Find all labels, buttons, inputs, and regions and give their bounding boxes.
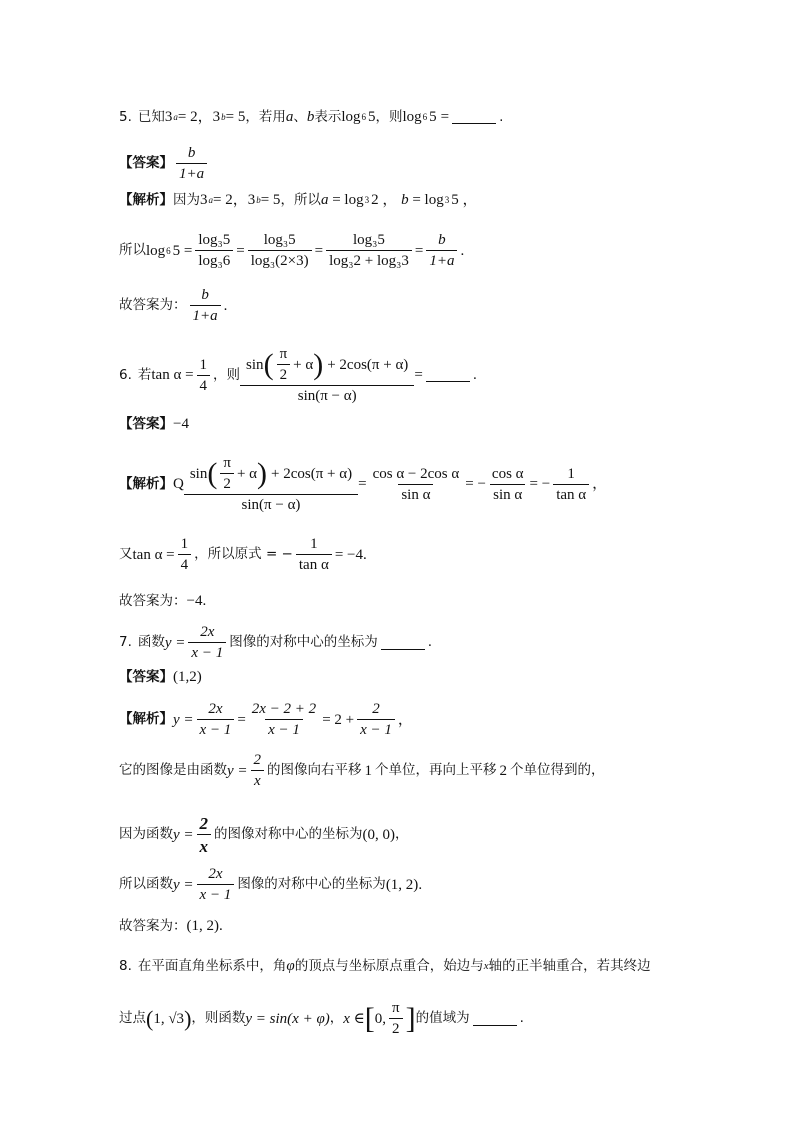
q5-exp-b: b xyxy=(221,112,226,122)
q6-then: ，则 xyxy=(213,366,241,383)
a5-answer-line xyxy=(119,146,210,182)
q5-base3b: 3 xyxy=(212,109,221,125)
a6-frac4: $\frac{1}{\text{tan α}}$ xyxy=(553,467,589,503)
a7-analysis-line1: 【解析】 y = $\frac{2x}{x - 1}$ = $\frac{2x - 2 + 2}{x - 1}$ = 2 + $\frac{2}{x - 1}$ ， xyxy=(119,701,413,738)
a7-l2-y: y = xyxy=(227,762,248,779)
q8-l2a: 过点 xyxy=(119,1010,146,1027)
q5-eq: = xyxy=(440,109,450,125)
a7-l4-b: 图像的对称中心的坐标为 xyxy=(237,876,386,893)
q5-mid: ，若用 xyxy=(245,108,286,125)
q5-base6-2: 6 xyxy=(422,112,428,122)
a7-l2-b: 的图像向右平移 xyxy=(267,762,362,779)
analysis-label-7: 【解析】 xyxy=(119,711,173,728)
q5-line xyxy=(119,110,503,125)
a5-analysis-line2: 所以 log 6 5 = $\frac{\text{log₃5}}{\text{log₃6}}$ = $\frac{\text{log₃5}}{\text{log₃(2×3)}}$ = $\frac{\text{log₃5}}{\text{log₃2 + log₃3}}$ = $\frac{b}{1+a}$ . xyxy=(119,232,465,269)
a7-frac2: $\frac{2x - 2 + 2}{x - 1}$ xyxy=(251,701,317,738)
answer-label: 【答案】 xyxy=(119,155,173,172)
q5-five-2: 5 xyxy=(429,109,437,125)
q6-tan: tan α = xyxy=(151,367,194,383)
q5-then: ，则 xyxy=(375,108,403,125)
a7-l4-y: y = xyxy=(173,876,194,893)
a5-analysis-line1: 【解析】 因为 3 a = 2， 3 b = 5 ， 所以 a = log 3 2 ， b = log 3 5 ， xyxy=(119,191,478,208)
q6-end: . xyxy=(472,366,478,383)
a6-answer: −4 xyxy=(173,416,189,432)
q5-end: . xyxy=(499,108,504,125)
q8-x: x xyxy=(483,960,489,972)
a7-analysis-line2 xyxy=(119,753,605,789)
q5-exp-a: a xyxy=(173,112,178,122)
answer-label-6: 【答案】 xyxy=(119,415,173,432)
a5-3a: 3 xyxy=(200,192,208,208)
q5-eq5: = 5 xyxy=(225,109,246,125)
q8-end: . xyxy=(519,1010,524,1027)
a5-exp-b: b xyxy=(256,195,261,205)
a6-frac2: $\frac{\text{cos α − 2cos α}}{\text{sin α}}$ xyxy=(372,465,460,503)
a6-also: 又 xyxy=(119,546,133,563)
a6-analysis-line1: 【解析】 Q sin ( $\frac{\pi}{2}$ + α ) + 2cos(π + α) sin(π − α) = $\frac{\text{cos α − 2cos α}}{\text{sin α}}$ = − $\frac{\text{cos α}}{\text{sin α}}$ = − $\frac{1}{\text{tan α}}$ ， xyxy=(119,455,608,513)
q8-line1 xyxy=(119,959,651,974)
q7-func: 函数 xyxy=(137,634,165,651)
a7-l3-a: 因为函数 xyxy=(119,826,173,843)
a5-eq2: = 2， xyxy=(213,192,248,208)
a7-y: y = xyxy=(173,711,194,728)
a6-analysis-line2: 又 tan α = $\frac{1}{4}$ ，所以原式 = − $\frac{1}{\text{tan α}}$ = −4 . xyxy=(119,536,367,573)
q5-rep: 表示 xyxy=(314,108,342,125)
answer-label-7: 【答案】 xyxy=(119,668,173,685)
q5-var-b: b xyxy=(306,109,315,125)
q7-end: . xyxy=(427,634,432,651)
q8-line2: 过点 ( 1, √3 ) ，则函数 y = sin(x + φ) ， x ∈ [ 0, $\frac{\pi}{2}$ ] 的值域为 . xyxy=(119,1000,524,1037)
q7-blank xyxy=(381,637,425,650)
a7-analysis-line3 xyxy=(119,815,409,855)
a7-answer: (1,2) xyxy=(173,669,202,685)
a6-result: = −4 xyxy=(334,546,363,563)
a7-l2-frac: $\frac{2}{x}$ xyxy=(251,753,265,789)
q7-text: 图像的对称中心的坐标为 xyxy=(229,634,378,651)
q8-number: 8. xyxy=(119,957,132,974)
a5-frac4: $\frac{b}{1+a}$ xyxy=(426,233,457,269)
q6-if: 若 xyxy=(137,366,152,383)
q5-blank xyxy=(452,111,496,124)
a6-so-orig: ，所以原式 = − xyxy=(194,546,293,563)
a7-l4-end: . xyxy=(418,876,423,893)
a7-final-end: . xyxy=(219,918,223,934)
q8-point: 1, √3 xyxy=(153,1010,185,1027)
a6-frac-r: $\frac{1}{\text{tan α}}$ xyxy=(296,537,332,573)
q5-base3a: 3 xyxy=(164,109,173,125)
a5-because: 因为 xyxy=(173,191,200,208)
a5-answer-frac: $\frac{b}{1+a}$ xyxy=(176,146,207,182)
q5-sep: 、 xyxy=(293,108,307,125)
q8-l1c: 轴的正半轴重合，若其终边 xyxy=(488,957,651,974)
q8-l2b: ，则函数 xyxy=(191,1010,246,1027)
q6-expr-frac: sin ( $\frac{\pi}{2}$ + α ) + 2cos(π + α) sin(π − α) xyxy=(243,347,411,404)
a7-answer-line xyxy=(119,670,202,685)
a6-q: Q xyxy=(173,476,184,492)
a5-so: 所以 xyxy=(293,191,321,208)
a7-l3-pt: (0, 0) xyxy=(362,826,396,843)
a5-final-line: 故答案为： $\frac{b}{1+a}$ . xyxy=(119,287,228,324)
a7-analysis-line4 xyxy=(119,867,422,903)
q6-number: 6. xyxy=(119,366,132,383)
q5-log: log xyxy=(341,109,361,125)
a6-tan: tan α = xyxy=(132,546,175,563)
q5-number: 5. xyxy=(119,108,132,125)
a7-l2-a: 它的图像是由函数 xyxy=(119,762,227,779)
a6-answer-line xyxy=(119,417,189,432)
a6-frac1: sin ( $\frac{\pi}{2}$ + α ) + 2cos(π + α) sin(π − α) xyxy=(187,456,355,513)
q5-base6: 6 xyxy=(361,112,366,122)
analysis-label-6: 【解析】 xyxy=(119,475,173,492)
a7-l3-end: ， xyxy=(395,826,409,843)
q6-eq: = xyxy=(414,367,423,383)
a5-frac3: $\frac{\text{log₃5}}{\text{log₃2 + log₃3}}$ xyxy=(326,233,412,269)
a6-frac-14: $\frac{1}{4}$ xyxy=(178,537,192,573)
a6-so-answer: 故答案为： xyxy=(119,592,187,609)
q8-l2c: 的值域为 xyxy=(415,1010,470,1027)
q8-l1: 在平面直角坐标系中，角 xyxy=(137,957,287,974)
q7-y: y = xyxy=(164,634,186,651)
a6-final-line xyxy=(119,594,206,609)
q8-comma: ， xyxy=(329,1010,344,1027)
q8-int-frac: $\frac{\pi}{2}$ xyxy=(389,1001,403,1037)
q8-xin: x ∈ xyxy=(343,1010,365,1027)
q5-var-a: a xyxy=(285,109,294,125)
a7-l2-two: 2 xyxy=(499,762,508,779)
a5-frac1: $\frac{\text{log₃5}}{\text{log₃6}}$ xyxy=(195,233,233,269)
q8-int-a: 0, xyxy=(374,1010,387,1027)
q7-line xyxy=(119,625,432,661)
a5-so2: 所以 xyxy=(119,242,146,259)
a5-frac2: $\frac{\text{log₃5}}{\text{log₃(2×3)}}$ xyxy=(248,233,312,269)
q7-number: 7. xyxy=(119,634,132,651)
a7-frac3: $\frac{2}{x - 1}$ xyxy=(357,702,395,738)
q8-l1b: 的顶点与坐标原点重合，始边与 xyxy=(294,957,484,974)
a7-two-plus: = 2 + xyxy=(322,711,355,728)
a7-l4-frac: $\frac{2x}{x - 1}$ xyxy=(197,867,235,903)
q5-log-2: log xyxy=(402,109,422,125)
q6-line xyxy=(119,347,477,404)
a7-so-answer: 故答案为： xyxy=(119,917,187,934)
a7-l2-c: 个单位，再向上平移 xyxy=(375,762,497,779)
q5-eq2: = 2， xyxy=(177,109,213,125)
q8-func: y = sin(x + φ) xyxy=(245,1010,330,1027)
a7-l3-b: 的图像对称中心的坐标为 xyxy=(214,826,363,843)
a5-final-frac: $\frac{b}{1+a}$ xyxy=(190,288,221,324)
a6-final: −4. xyxy=(186,593,207,609)
a5-eq5: = 5 xyxy=(260,192,281,208)
q7-frac: $\frac{2x}{x - 1}$ xyxy=(188,625,226,661)
q8-phi: φ xyxy=(286,958,295,974)
analysis-label: 【解析】 xyxy=(119,191,173,208)
a7-l3-frac: $\frac{2}{x}$ xyxy=(197,815,212,855)
a7-l3-y: y = xyxy=(173,826,194,843)
a7-l2-one: 1 xyxy=(364,762,373,779)
a7-frac1: $\frac{2x}{x - 1}$ xyxy=(197,702,235,738)
a7-l2-d: 个单位得到的， xyxy=(510,762,605,779)
a7-final-line xyxy=(119,919,223,934)
q5-five: 5 xyxy=(368,109,376,125)
a5-3b: 3 xyxy=(247,192,256,208)
q6-blank xyxy=(426,369,470,382)
a5-so-answer: 故答案为： xyxy=(119,297,187,314)
a7-l4-a: 所以函数 xyxy=(119,876,173,893)
q5-prefix: 已知 xyxy=(137,108,165,125)
a7-final: (1, 2) xyxy=(186,918,219,934)
q8-blank xyxy=(473,1013,517,1026)
a5-exp-a: a xyxy=(208,195,213,205)
a6-frac3: $\frac{\text{cos α}}{\text{sin α}}$ xyxy=(491,465,524,503)
q6-frac-14: $\frac{1}{4}$ xyxy=(197,358,211,394)
a7-l4-pt: (1, 2) xyxy=(385,876,419,893)
